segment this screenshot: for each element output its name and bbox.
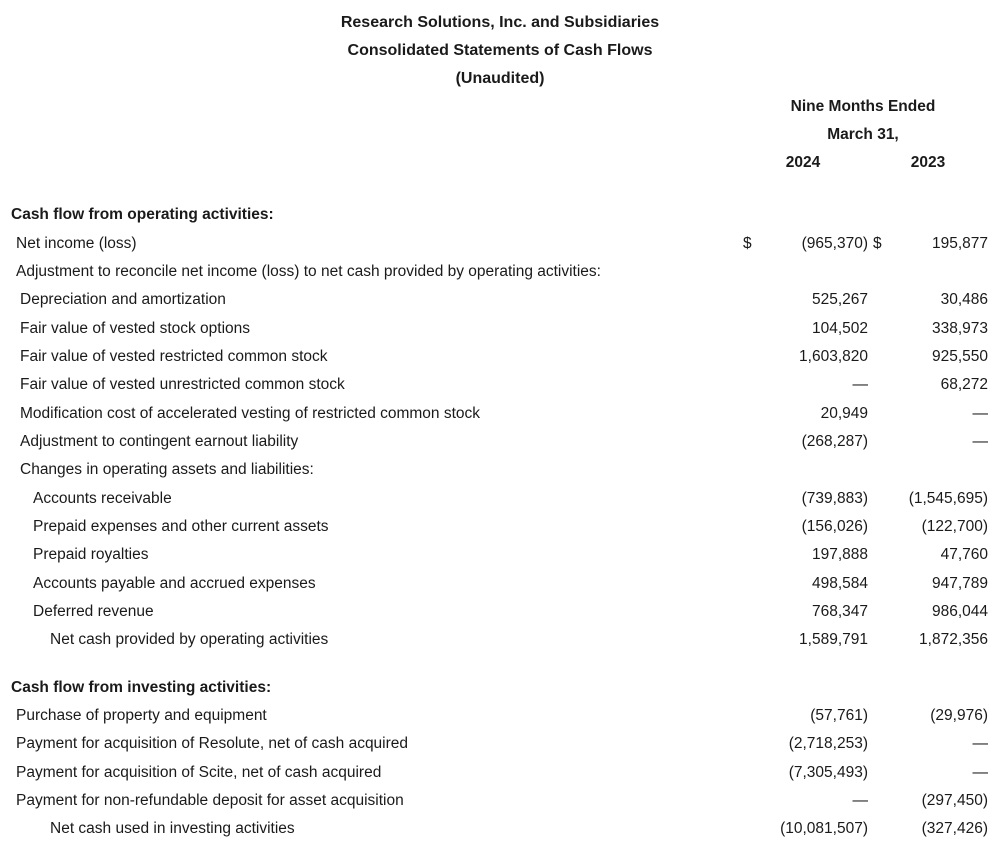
table-row [0,485,1000,513]
row-label: Payment for acquisition of Resolute, net of cash acquired [16,735,409,753]
value-2024: (57,761) [810,707,868,725]
value-2023: 338,973 [931,319,988,337]
table-row-total [0,815,1000,843]
value-2023: 1,872,356 [919,631,988,649]
value-2023: 986,044 [931,603,988,621]
row-label: Purchase of property and equipment [16,707,267,725]
row-label: Accounts receivable [33,489,172,507]
row-label: Depreciation and amortization [20,291,226,309]
table-row [0,286,1000,314]
value-2023: 925,550 [931,348,988,366]
row-label: Fair value of vested unrestricted common stock [20,376,345,394]
value-2024: 20,949 [820,404,868,422]
spacer [0,655,1000,674]
row-label: Payment for non-refundable deposit for asset acquisition [16,792,404,810]
section-header-investing [0,674,1000,702]
currency-symbol: $ [743,234,752,252]
value-2023: (29,976) [930,707,988,725]
row-label: Payment for acquisition of Scite, net of cash acquired [16,763,382,781]
value-2024: (156,026) [801,518,868,536]
value-2023: — [972,763,988,781]
row-label: Net income (loss) [16,234,137,252]
value-2023: — [972,735,988,753]
period-header-block [738,93,988,149]
period-header [0,93,1000,149]
table-row [0,343,1000,371]
row-label: Adjustment to reconcile net income (loss) to net cash provided by operating activities: [16,263,601,281]
value-2024: 197,888 [811,546,868,564]
table-row [0,371,1000,399]
value-2024 [738,235,868,253]
value-2024: 768,347 [811,603,868,621]
value-2023: (122,700) [921,518,988,536]
table-row [0,400,1000,428]
row-label: Fair value of vested restricted common stock [20,348,328,366]
value-2023 [868,235,988,253]
column-header-2023: 2023 [910,154,946,172]
period-line-2: March 31, [827,126,899,143]
row-label: Deferred revenue [33,603,154,621]
value-2024: (10,081,507) [780,820,868,838]
amount: (965,370) [801,234,868,252]
spacer [0,177,1000,201]
value-2023: (1,545,695) [908,489,988,507]
amount: 195,877 [931,234,988,252]
year-header-row [0,149,1000,177]
value-2024: 1,603,820 [799,348,868,366]
value-2024: — [852,376,868,394]
value-2023: 30,486 [940,291,988,309]
table-row [0,759,1000,787]
row-label: Adjustment to contingent earnout liability [20,433,299,451]
value-2024: 525,267 [811,291,868,309]
value-2024: (268,287) [801,433,868,451]
value-2023: 947,789 [931,574,988,592]
section-header-label: Cash flow from operating activities: [11,206,274,224]
value-2024: (7,305,493) [788,763,868,781]
audit-status: (Unaudited) [455,70,545,87]
table-row [0,230,1000,258]
table-row [0,258,1000,286]
period-line-1: Nine Months Ended [790,98,936,115]
value-2023: 68,272 [940,376,988,394]
value-2023: 47,760 [940,546,988,564]
table-row [0,513,1000,541]
row-label: Fair value of vested stock options [20,319,251,337]
value-2024: — [852,792,868,810]
row-label: Prepaid expenses and other current assets [33,518,329,536]
period-header-spacer [0,93,738,149]
company-name: Research Solutions, Inc. and Subsidiaries [340,14,660,31]
table-row [0,315,1000,343]
row-label: Changes in operating assets and liabilities: [20,461,314,479]
value-2023: — [972,433,988,451]
table-row [0,598,1000,626]
table-row [0,730,1000,758]
value-2024: 1,589,791 [799,631,868,649]
table-row-total [0,626,1000,654]
value-2023: (297,450) [921,792,988,810]
document-title [0,9,1000,93]
statement-title: Consolidated Statements of Cash Flows [347,42,653,59]
row-label: Prepaid royalties [33,546,149,564]
table-row [0,456,1000,484]
row-label: Net cash provided by operating activities [50,631,329,649]
table-row [0,428,1000,456]
table-row [0,702,1000,730]
currency-symbol: $ [873,234,882,252]
value-2023: — [972,404,988,422]
value-2024: (2,718,253) [788,735,868,753]
row-label: Modification cost of accelerated vesting of restricted common stock [20,404,481,422]
section-header-label: Cash flow from investing activities: [11,678,272,696]
table-row [0,570,1000,598]
row-label: Net cash used in investing activities [50,820,295,838]
value-2024: 104,502 [811,319,868,337]
value-2024: 498,584 [811,574,868,592]
row-label: Accounts payable and accrued expenses [33,574,316,592]
value-2024: (739,883) [801,489,868,507]
section-header-operating [0,201,1000,229]
value-2023: (327,426) [921,820,988,838]
column-header-2024: 2024 [785,154,821,172]
table-row [0,787,1000,815]
table-row [0,541,1000,569]
